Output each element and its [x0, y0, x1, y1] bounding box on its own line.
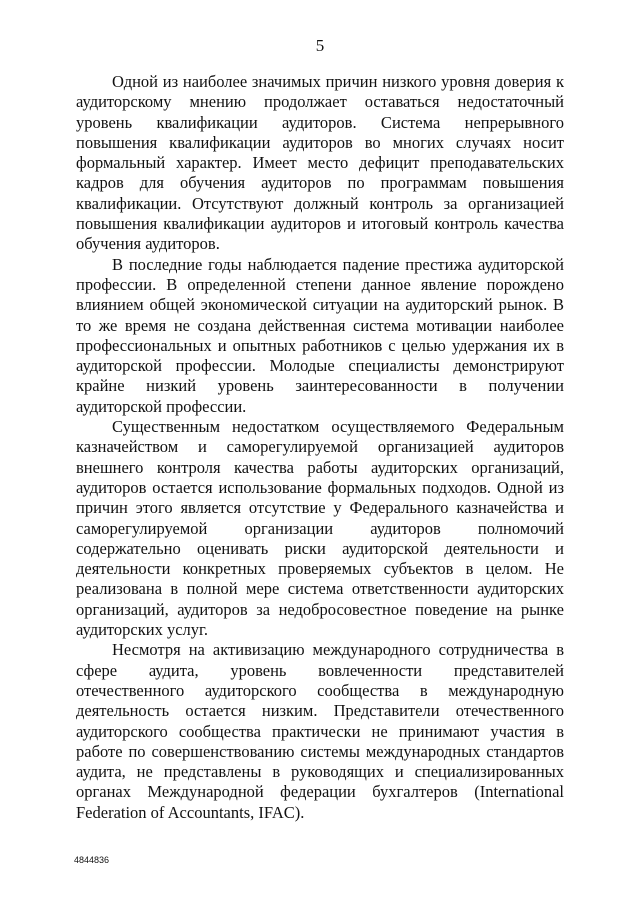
document-id-footer: 4844836	[74, 855, 110, 865]
page-number: 5	[315, 36, 325, 55]
paragraph-3: Существенным недостатком осуществляемого Федеральным казначейством и саморегулируемой организацией аудиторов внешнего контроля качества работы аудиторских организаций, аудиторов остается использование формальных подходов. Одной из причин этого является отсутствие у Федерального казначейства и саморегулируемой организации аудиторов полномочий содержательно оценивать риски аудиторской деятельности и деятельности конкретных проверяемых субъектов в целом. Не реализована в полной мере система ответственности аудиторских организаций, аудиторов за недобросовестное поведение на рынке аудиторских услуг.	[76, 417, 564, 640]
paragraph-4: Несмотря на активизацию международного сотрудничества в сфере аудита, уровень вовлеченности представителей отечественного аудиторского сообщества в международную деятельность остается низким. Представители отечественного аудиторского сообщества практически не принимают участия в работе по совершенствованию системы международных стандартов аудита, не представлены в руководящих и специализированных органах Международной федерации бухгалтеров (International Federation of Accountants, IFAC).	[76, 640, 564, 822]
paragraph-2: В последние годы наблюдается падение престижа аудиторской профессии. В определенной степени данное явление порождено влиянием общей экономической ситуации на аудиторский рынок. В то же время не создана действенная система мотивации наиболее профессиональных и опытных работников с целью удержания их в аудиторской профессии. Молодые специалисты демонстрируют крайне низкий уровень заинтересованности в получении аудиторской профессии.	[76, 254, 564, 416]
paragraph-1: Одной из наиболее значимых причин низкого уровня доверия к аудиторскому мнению продолжает оставаться недостаточный уровень квалификации аудиторов. Система непрерывного повышения квалификации аудиторов во многих случаях носит формальный характер. Имеет место дефицит преподавательских кадров для обучения аудиторов по программам повышения квалификации. Отсутствуют должный контроль за организацией повышения квалификации аудиторов и итоговый контроль качества обучения аудиторов.	[76, 72, 564, 254]
body-text	[76, 72, 564, 823]
